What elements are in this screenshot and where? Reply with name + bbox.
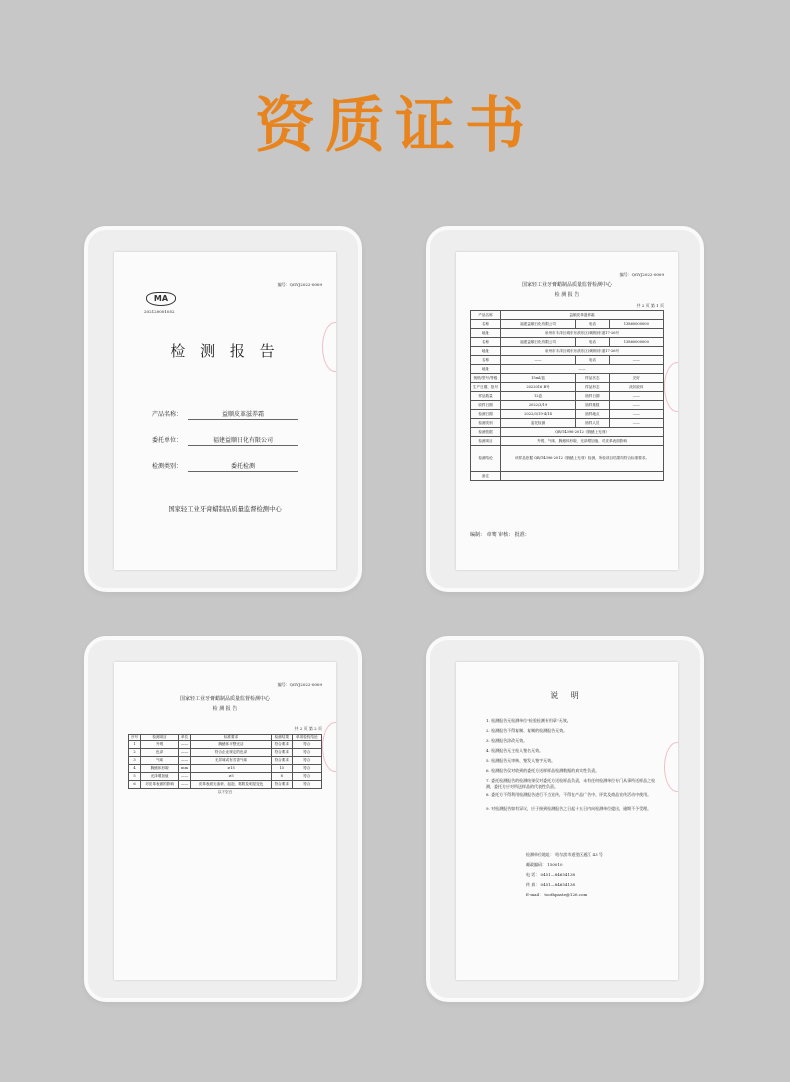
report-code: 编号：QGYJ2022-0009 [619, 272, 664, 277]
note-item: 9. 对检测报告如有异议，应于接到检测报告之日起十五日内向检测单位提出，逾期不予受理。 [486, 806, 652, 811]
table-cell: 4 [129, 765, 141, 773]
page-title: 资质证书 [255, 91, 535, 161]
test-type-row [152, 462, 298, 472]
table-header: 检测项目 [141, 735, 179, 741]
table-cell: 符合 [292, 741, 321, 749]
table-header: 检测结果 [271, 735, 292, 741]
table-row [471, 311, 664, 320]
table-cell: —— [609, 410, 663, 419]
table-cell: 符合要求 [271, 741, 292, 749]
table-cell: 13860000000 [609, 320, 663, 329]
table-row [471, 383, 664, 392]
table-cell: 福建益顺日化有限公司 [501, 320, 576, 329]
certificate-card-notes[interactable] [426, 636, 704, 1002]
table-row [471, 401, 664, 410]
note-item: 8. 委托方不得利用检测报告进行不当宣传，不得在产品广告中、评奖及商品宣传活动中使用。 [486, 792, 652, 797]
table-row [471, 419, 664, 428]
table-cell: 地址 [471, 347, 501, 356]
client-label: 委托单位： [152, 437, 183, 444]
table-row [471, 356, 664, 365]
table-cell: 符合 [292, 749, 321, 757]
note-item: 5. 检测报告无审核、签发人签字无效。 [486, 758, 556, 763]
note-item: 3. 检测报告涂改无效。 [486, 738, 528, 743]
table-row [129, 749, 322, 757]
table-cell: 胸蜡体形貌 [141, 765, 179, 773]
table-cell: —— [179, 773, 191, 781]
table-cell: 电话 [576, 320, 610, 329]
table-row [129, 765, 322, 773]
table-cell: 2022/3/19 [501, 401, 576, 410]
table-cell: 符合企业规定的色泽 [191, 749, 272, 757]
table-cell: 光泽增加值 [141, 773, 179, 781]
table-cell: 15 [271, 765, 292, 773]
note-item: 6. 检测报告仅对收到的委托方送样样品检测数据的真实性负责。 [486, 768, 600, 773]
report-cover-page [114, 252, 336, 570]
red-seal-mark [322, 722, 336, 772]
table-cell: 检测依据 [471, 428, 501, 437]
product-name-label: 产品名称： [152, 411, 183, 418]
table-header: 单位 [179, 735, 191, 741]
table-cell: 皮革表面无渗析、起泡、黏附及明显变色 [191, 781, 272, 789]
table-row [471, 320, 664, 329]
red-seal-mark [664, 362, 678, 412]
note-item: 1. 检测报告无检测单位"检验检测专用章"无效。 [486, 718, 571, 723]
table-cell: 规格/型号/等级 [471, 374, 501, 383]
notes-title: 说 明 [550, 691, 584, 700]
table-cell: 产品名称 [471, 311, 501, 320]
table-cell: 完好 [609, 374, 663, 383]
table-cell: QB/T4396-2012《胸蜡上光剂》 [501, 428, 664, 437]
table-cell: 名称 [471, 320, 501, 329]
table-cell: 检测项目 [471, 437, 501, 446]
table-cell: —— [501, 365, 664, 374]
table-row [129, 773, 322, 781]
table-cell: 抽样基数 [576, 401, 610, 410]
contact-line: 检测单位地址： 哈尔滨市道里区通江 43 号 [526, 852, 603, 857]
table-row [471, 347, 664, 356]
table-cell: 生产日期、批号 [471, 383, 501, 392]
note-item: 2. 检测报告不得复制、复制的检测报告无效。 [486, 728, 568, 733]
table-cell: 电话 [576, 338, 610, 347]
table-cell: 委托检测 [501, 419, 576, 428]
table-row [471, 437, 664, 446]
table-cell: 对皮革表面的影响 [141, 781, 179, 789]
table-footer: 以下空白 [217, 790, 233, 795]
table-cell: 2022/3/19-4/14 [501, 410, 576, 419]
table-cell: 8 [271, 773, 292, 781]
table-row [471, 410, 664, 419]
test-type-label: 检测类别： [152, 463, 183, 470]
table-cell: 符合要求 [271, 757, 292, 765]
table-header: 序号 [129, 735, 141, 741]
results-table [128, 734, 322, 797]
testing-center-name: 国家轻工业牙膏蜡制品质量监督检测中心 [521, 282, 612, 288]
table-cell: 地址 [471, 365, 501, 374]
contact-line: 传 真： 0451—84654138 [526, 882, 576, 887]
contact-line: 电 话： 0451—84654138 [526, 872, 576, 877]
table-cell: —— [179, 757, 191, 765]
table-cell: —— [609, 356, 663, 365]
report-info-table [470, 310, 664, 481]
table-cell: 益顺皮革滋养霜 [501, 311, 664, 320]
table-row [471, 392, 664, 401]
table-cell: 样品数量 [471, 392, 501, 401]
table-cell: ≥15 [191, 765, 272, 773]
table-cell [501, 472, 664, 481]
table-cell: 抽样日期 [576, 392, 610, 401]
table-cell: 泉州市丰泽区城东东滨东区(刺桐)东道17-26号 [501, 329, 664, 338]
report-notes-page [456, 662, 678, 980]
table-row [471, 329, 664, 338]
table-row [471, 428, 664, 437]
table-cell: —— [609, 401, 663, 410]
report-code: 编号：QGYJ2022-0009 [277, 682, 322, 687]
table-cell: 外观、气味、胸蜡体形貌、光泽增加值、对皮革表面影响 [501, 437, 664, 446]
table-cell: 13860000000 [609, 338, 663, 347]
cma-logo: MA [146, 292, 176, 306]
report-page-2 [114, 662, 336, 980]
table-row [471, 472, 664, 481]
table-cell: 备注 [471, 472, 501, 481]
table-cell: 检测日期 [471, 410, 501, 419]
table-row [129, 757, 322, 765]
table-cell: —— [609, 419, 663, 428]
table-cell: 样品状态 [576, 374, 610, 383]
testing-center-name: 国家轻工业牙膏蜡制品质量监督检测中心 [179, 696, 270, 702]
contact-line: E-mail： toothpaste@126.com [526, 892, 588, 897]
table-cell: ≥5 [191, 773, 272, 781]
table-header: 标准要求 [191, 735, 272, 741]
certificate-card-cover[interactable] [84, 226, 362, 592]
certificate-card-page1[interactable] [426, 226, 704, 592]
note-item: 7. 委托检测报告的检测结果仅对委托方送检样品负责，未有任何检测单位专门从事所送样品之检测，委托方应对所送样品的代表性负责。 [486, 778, 656, 789]
table-cell: 抽样人员 [576, 419, 610, 428]
table-cell: 2022016 B号 [501, 383, 576, 392]
table-cell: 外观 [141, 741, 179, 749]
table-cell: 淡状胶体 [609, 383, 663, 392]
table-cell: mm [179, 765, 191, 773]
table-cell: —— [179, 781, 191, 789]
table-cell: 抽样地点 [576, 410, 610, 419]
report-title: 检 测 报 告 [212, 706, 238, 712]
table-cell: 名称 [471, 338, 501, 347]
table-row [471, 365, 664, 374]
report-title: 检 测 报 告 [170, 342, 280, 360]
table-cell: 检测类别 [471, 419, 501, 428]
client-row [152, 436, 298, 446]
red-seal-mark [664, 742, 678, 792]
test-type-value: 委托检测 [188, 462, 298, 472]
table-row [471, 374, 664, 383]
report-code: 编号：QGYJ2022-0009 [277, 282, 322, 287]
table-cell: 符合 [292, 757, 321, 765]
table-cell: 名称 [471, 356, 501, 365]
table-row [471, 446, 664, 472]
report-page-1 [456, 252, 678, 570]
page-number: 共 2 页 第 1 页 [636, 303, 664, 308]
table-cell: 12盒 [501, 392, 576, 401]
table-cell: 符合 [292, 773, 321, 781]
table-row [129, 741, 322, 749]
page-number: 共 2 页 第 2 页 [294, 726, 322, 731]
product-name-value: 益顺皮革滋养霜 [188, 410, 298, 420]
table-cell: 胸蜡体平整光洁 [191, 741, 272, 749]
red-seal-mark [322, 322, 336, 372]
table-header: 单项检验结论 [292, 735, 321, 741]
table-cell: 无异味或有芳香气味 [191, 757, 272, 765]
note-item: 4. 检测报告无主检人签名无效。 [486, 748, 544, 753]
table-cell: 检测结论 [471, 446, 501, 472]
table-cell: 符合要求 [271, 781, 292, 789]
table-cell: 福建益顺日化有限公司 [501, 338, 576, 347]
table-cell: 1 [129, 741, 141, 749]
table-cell: 该样品依据 QB/T4396-2012《胸蜡上光剂》检测，所检项目结果均符合标准要求。 [501, 446, 664, 472]
table-cell: 气味 [141, 757, 179, 765]
table-cell: —— [501, 356, 576, 365]
table-cell: —— [179, 749, 191, 757]
product-name-row [152, 410, 298, 420]
table-cell: —— [609, 392, 663, 401]
table-cell: 6 [129, 781, 141, 789]
certificate-card-page2[interactable] [84, 636, 362, 1002]
table-cell: 2 [129, 749, 141, 757]
cma-number: 202120001052 [144, 309, 175, 314]
table-cell: 泉州市丰泽区城东东滨东区(刺桐)东道17-26号 [501, 347, 664, 356]
table-cell: 15ml/盒 [501, 374, 576, 383]
table-cell: 色泽 [141, 749, 179, 757]
table-cell: 收样日期 [471, 401, 501, 410]
table-cell: 符合 [292, 765, 321, 773]
client-value: 福建益顺日化有限公司 [188, 436, 298, 446]
table-cell: —— [179, 741, 191, 749]
table-cell: 3 [129, 757, 141, 765]
signature-line: 编制： 章骞 审核： 批准： [470, 532, 530, 538]
table-cell: 5 [129, 773, 141, 781]
table-row [129, 781, 322, 789]
table-cell: 符合要求 [271, 749, 292, 757]
report-title: 检 测 报 告 [554, 292, 580, 298]
contact-line: 邮政编码： 150010 [526, 862, 563, 867]
testing-center-name: 国家轻工业牙膏蜡制品质量监督检测中心 [168, 506, 282, 513]
table-row [471, 338, 664, 347]
table-cell: 样品形态 [576, 383, 610, 392]
table-cell: 符合 [292, 781, 321, 789]
table-cell: 电话 [576, 356, 610, 365]
table-cell: 地址 [471, 329, 501, 338]
